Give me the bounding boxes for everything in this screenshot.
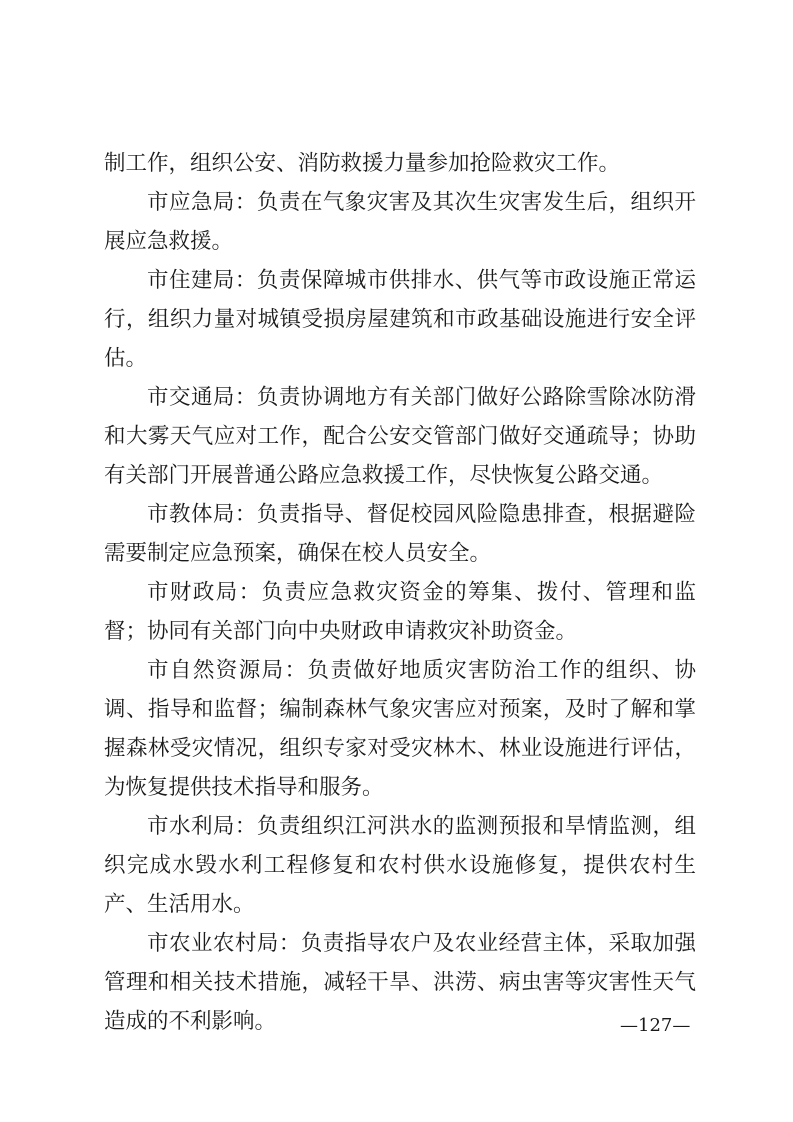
paragraph-agriculture-bureau: 市农业农村局：负责指导农户及农业经营主体，采取加强管理和相关技术措施，减轻干旱、洪涝、病虫害等灾害性天气造成的不利影响。 [104, 931, 696, 1034]
paragraph-natural-resources-bureau: 市自然资源局：负责做好地质灾害防治工作的组织、协调、指导和监督；编制森林气象灾害应对预案，及时了解和掌握森林受灾情况，组织专家对受灾林木、林业设施进行评估，为恢复提供技术指导和服务。 [104, 658, 696, 800]
paragraph-emergency-bureau: 市应急局：负责在气象灾害及其次生灾害发生后，组织开展应急救援。 [104, 190, 696, 254]
paragraph-water-bureau: 市水利局：负责组织江河洪水的监测预报和旱情监测，组织完成水毁水利工程修复和农村供水设施修复，提供农村生产、生活用水。 [104, 814, 696, 917]
body-text [104, 144, 696, 1041]
paragraph-transport-bureau: 市交通局：负责协调地方有关部门做好公路除雪除冰防滑和大雾天气应对工作，配合公安交管部门做好交通疏导；协助有关部门开展普通公路应急救援工作，尽快恢复公路交通。 [104, 385, 696, 488]
paragraph-continuation: 制工作，组织公安、消防救援力量参加抢险救灾工作。 [104, 151, 621, 176]
paragraph-education-bureau: 市教体局：负责指导、督促校园风险隐患排查，根据避险需要制定应急预案，确保在校人员安全。 [104, 502, 696, 566]
paragraph-finance-bureau: 市财政局：负责应急救灾资金的筹集、拨付、管理和监督；协同有关部门向中央财政申请救灾补助资金。 [104, 580, 696, 644]
page-number: —127— [620, 1015, 691, 1036]
paragraph-housing-bureau: 市住建局：负责保障城市供排水、供气等市政设施正常运行，组织力量对城镇受损房屋建筑和市政基础设施进行安全评估。 [104, 268, 696, 371]
